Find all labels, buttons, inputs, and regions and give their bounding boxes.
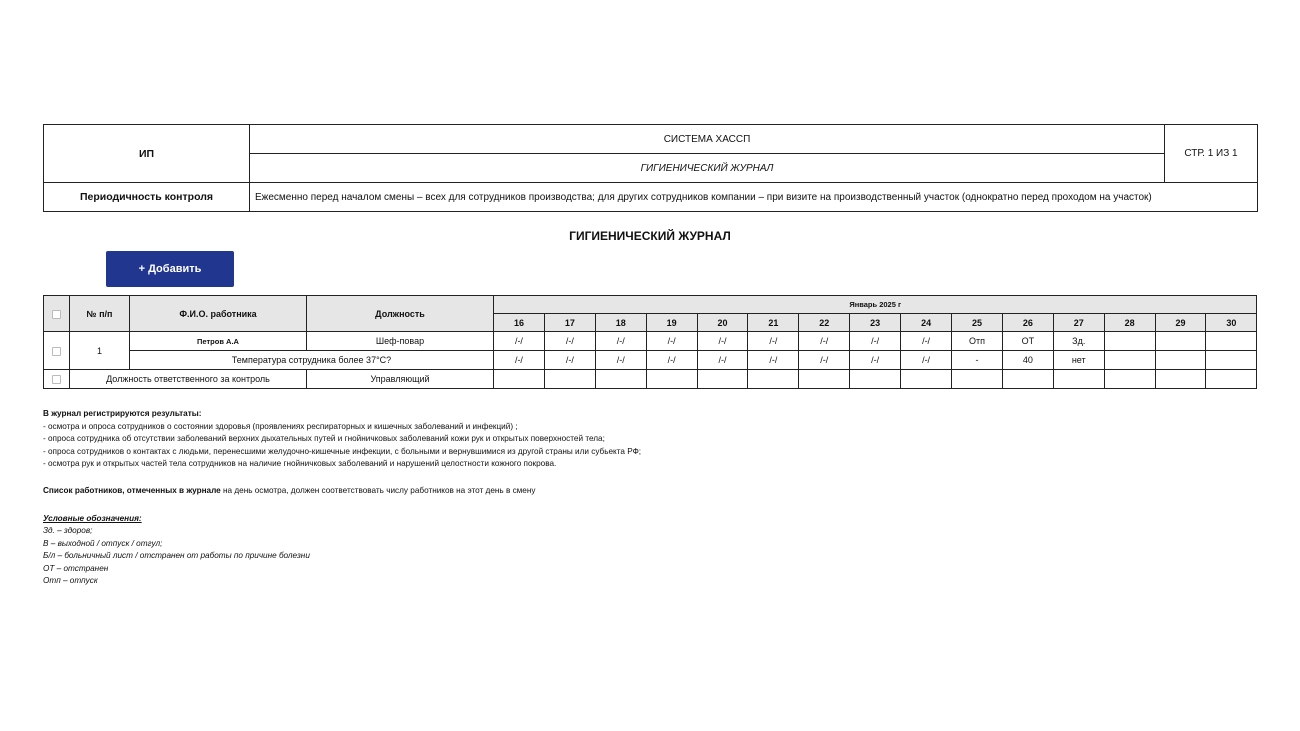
responsible-sign-cell[interactable] (494, 370, 545, 389)
responsible-select-cell (44, 370, 70, 389)
row-select-cell (44, 332, 70, 370)
list-note (43, 486, 535, 495)
temperature-cell[interactable]: /-/ (697, 351, 748, 370)
responsible-sign-cell[interactable] (1206, 370, 1257, 389)
responsible-sign-cell[interactable] (697, 370, 748, 389)
day-header: 28 (1104, 314, 1155, 332)
responsible-sign-cell[interactable] (646, 370, 697, 389)
temperature-cell[interactable]: /-/ (850, 351, 901, 370)
col-header-name: Ф.И.О. работника (130, 296, 307, 332)
temperature-cell[interactable]: /-/ (901, 351, 952, 370)
health-mark-cell[interactable]: /-/ (697, 332, 748, 351)
day-header: 30 (1206, 314, 1257, 332)
period-label: Периодичность контроля (44, 183, 250, 212)
page-title: ГИГИЕНИЧЕСКИЙ ЖУРНАЛ (569, 229, 731, 243)
day-header: 21 (748, 314, 799, 332)
org-name: ИП (44, 125, 250, 183)
day-header: 17 (544, 314, 595, 332)
day-header: 24 (901, 314, 952, 332)
responsible-sign-cell[interactable] (952, 370, 1003, 389)
notes-item: - осмотра и опроса сотрудников о состоянии здоровья (проявлениях респираторных и кишечных заболеваний и инфекций) ; (43, 421, 518, 431)
temperature-cell[interactable] (1104, 351, 1155, 370)
row-checkbox[interactable] (52, 347, 61, 356)
select-all-checkbox[interactable] (52, 310, 61, 319)
temperature-cell[interactable]: /-/ (748, 351, 799, 370)
day-header: 20 (697, 314, 748, 332)
notes-item: - опроса сотрудника об отсутствии заболеваний верхних дыхательных путей и гнойничковых заболеваний кожи рук и открытых поверхностей тела; (43, 434, 605, 444)
day-header: 26 (1002, 314, 1053, 332)
legend-item: Отп – отпуск (43, 576, 98, 586)
temperature-cell[interactable]: /-/ (544, 351, 595, 370)
temperature-cell[interactable] (1155, 351, 1206, 370)
legend-item: Зд. – здоров; (43, 526, 93, 536)
add-button[interactable]: + Добавить (106, 251, 234, 287)
health-mark-cell[interactable]: /-/ (494, 332, 545, 351)
day-header: 22 (799, 314, 850, 332)
list-note-rest: на день осмотра, должен соответствовать числу работников на этот день в смену (220, 486, 536, 495)
page-number: СТР. 1 ИЗ 1 (1165, 125, 1258, 183)
notes-item: - осмотра рук и открытых частей тела сотрудников на наличие гнойничковых заболеваний и нарушений целостности кожного покрова. (43, 459, 557, 469)
legend-item: ОТ – отстранен (43, 563, 109, 573)
doc-name: ГИГИЕНИЧЕСКИЙ ЖУРНАЛ (250, 154, 1165, 183)
responsible-label: Должность ответственного за контроль (70, 370, 307, 389)
col-header-position: Должность (307, 296, 494, 332)
notes-block (43, 408, 1043, 471)
responsible-sign-cell[interactable] (544, 370, 595, 389)
health-mark-cell[interactable]: Зд. (1053, 332, 1104, 351)
health-mark-cell[interactable]: /-/ (901, 332, 952, 351)
temperature-cell[interactable]: /-/ (646, 351, 697, 370)
health-mark-cell[interactable]: ОТ (1002, 332, 1053, 351)
health-mark-cell[interactable] (1104, 332, 1155, 351)
day-header: 19 (646, 314, 697, 332)
period-value: Ежесменно перед началом смены – всех для сотрудников производства; для других сотрудников компании – при визите на производственный участок (однократно перед проходом на участок) (250, 183, 1258, 212)
responsible-sign-cell[interactable] (1053, 370, 1104, 389)
temperature-cell[interactable]: /-/ (799, 351, 850, 370)
temperature-cell[interactable]: 40 (1002, 351, 1053, 370)
temperature-cell[interactable] (1206, 351, 1257, 370)
health-mark-cell[interactable]: /-/ (799, 332, 850, 351)
health-mark-cell[interactable]: /-/ (748, 332, 799, 351)
legend-title: Условные обозначения: (43, 514, 142, 523)
responsible-sign-cell[interactable] (1002, 370, 1053, 389)
responsible-sign-cell[interactable] (901, 370, 952, 389)
document-header (43, 124, 1258, 212)
col-header-num: № п/п (70, 296, 130, 332)
temperature-cell[interactable]: - (952, 351, 1003, 370)
temperature-cell[interactable]: нет (1053, 351, 1104, 370)
day-header: 16 (494, 314, 545, 332)
health-mark-cell[interactable] (1206, 332, 1257, 351)
responsible-checkbox[interactable] (52, 375, 61, 384)
responsible-sign-cell[interactable] (1155, 370, 1206, 389)
day-header: 27 (1053, 314, 1104, 332)
health-mark-cell[interactable]: /-/ (646, 332, 697, 351)
health-mark-cell[interactable] (1155, 332, 1206, 351)
health-mark-cell[interactable]: Отп (952, 332, 1003, 351)
responsible-sign-cell[interactable] (850, 370, 901, 389)
health-mark-cell[interactable]: /-/ (595, 332, 646, 351)
list-note-bold: Список работников, отмеченных в журнале (43, 486, 221, 495)
responsible-sign-cell[interactable] (799, 370, 850, 389)
day-header: 25 (952, 314, 1003, 332)
employee-position[interactable]: Шеф-повар (307, 332, 494, 351)
temperature-cell[interactable]: /-/ (595, 351, 646, 370)
temperature-label: Температура сотрудника более 37°С? (130, 351, 494, 370)
legend-block (43, 513, 310, 587)
month-header: Январь 2025 г (494, 296, 1257, 314)
select-all-cell (44, 296, 70, 332)
responsible-sign-cell[interactable] (595, 370, 646, 389)
day-header: 29 (1155, 314, 1206, 332)
legend-item: В – выходной / отпуск / отгул; (43, 538, 163, 548)
responsible-value[interactable]: Управляющий (307, 370, 494, 389)
system-name: СИСТЕМА ХАССП (250, 125, 1165, 154)
responsible-sign-cell[interactable] (748, 370, 799, 389)
notes-title: В журнал регистрируются результаты: (43, 409, 202, 418)
responsible-sign-cell[interactable] (1104, 370, 1155, 389)
temperature-cell[interactable]: /-/ (494, 351, 545, 370)
row-num: 1 (70, 332, 130, 370)
day-header: 23 (850, 314, 901, 332)
health-mark-cell[interactable]: /-/ (544, 332, 595, 351)
notes-item: - опроса сотрудников о контактах с людьми, перенесшими желудочно-кишечные инфекции, с больными и вернувшимися из другой страны или субьекта РФ; (43, 446, 642, 456)
health-mark-cell[interactable]: /-/ (850, 332, 901, 351)
legend-item: Б/л – больничный лист / отстранен от работы по причине болезни (43, 551, 310, 561)
day-header: 18 (595, 314, 646, 332)
employee-name[interactable]: Петров А.А (130, 332, 307, 351)
journal-table (43, 295, 1257, 389)
